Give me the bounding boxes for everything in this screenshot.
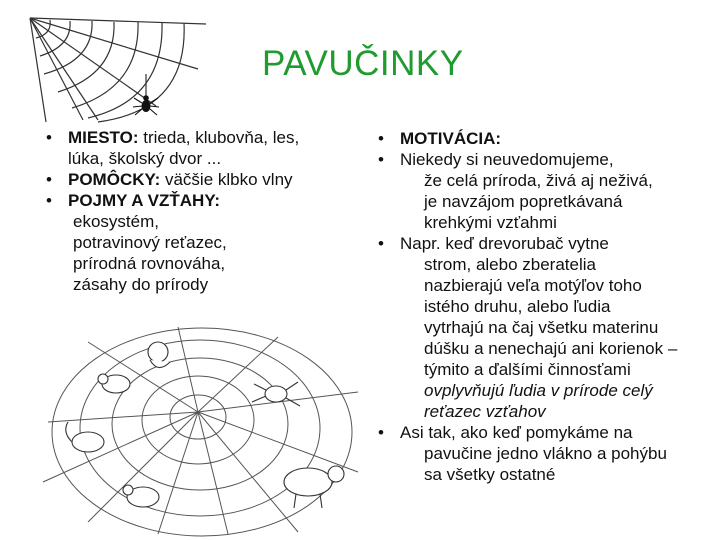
list-item — [46, 169, 366, 190]
slide-title: PAVUČINKY — [262, 44, 464, 83]
italic-text: reťazec vzťahov — [424, 402, 546, 421]
list-item — [46, 190, 366, 211]
text-line: strom, alebo zberatelia — [424, 255, 596, 274]
motivation-label: MOTIVÁCIA: — [400, 129, 502, 148]
text-line: istého druhu, alebo ľudia — [424, 297, 611, 316]
animals-illustration — [66, 342, 344, 508]
place-text: trieda, klubovňa, les, — [138, 128, 300, 147]
right-bullet-list — [378, 128, 708, 485]
text-line-italic — [400, 380, 708, 401]
italic-text: ovplyvňujú ľudia v prírode celý — [424, 381, 653, 400]
text-line: týmito a ďalšími činnosťami — [424, 360, 631, 379]
text-line: sa všetky ostatné — [424, 465, 556, 484]
list-item — [378, 128, 708, 149]
text-line: krehkými vzťahmi — [424, 213, 557, 232]
concept-line: zásahy do prírody — [73, 275, 209, 294]
place-label: MIESTO: — [68, 128, 139, 147]
text-line-italic — [400, 401, 708, 422]
spider-web-bottom-image — [28, 322, 373, 537]
left-bullet-list — [46, 127, 366, 295]
tools-text: väčšie klbko vlny — [160, 170, 293, 189]
list-item — [378, 422, 708, 485]
text-line: Napr. keď drevorubač vytne — [400, 234, 609, 253]
concept-line: prírodná rovnováha, — [73, 254, 226, 273]
spider-web-top-image — [28, 14, 208, 124]
text-line: pavučine jedno vlákno a pohýbu — [424, 444, 667, 463]
place-text-continued: lúka, školský dvor ... — [68, 149, 222, 168]
text-line: že celá príroda, živá aj neživá, — [424, 171, 653, 190]
text-line: dúšku a nenechajú ani korienok – — [424, 339, 678, 358]
text-line: je navzájom popretkávaná — [424, 192, 623, 211]
concepts-label: POJMY A VZŤAHY: — [68, 191, 221, 210]
text-line: vytrhajú na čaj všetku materinu — [424, 318, 659, 337]
tools-label: POMÔCKY: — [68, 170, 161, 189]
concept-line: potravinový reťazec, — [73, 233, 227, 252]
text-line: Niekedy si neuvedomujeme, — [400, 150, 614, 169]
list-item — [378, 149, 708, 233]
list-item — [46, 127, 366, 169]
text-line: Asi tak, ako keď pomykáme na — [400, 423, 633, 442]
concept-line: ekosystém, — [73, 212, 159, 231]
list-item — [378, 233, 708, 422]
text-line: nazbierajú veľa motýľov toho — [424, 276, 642, 295]
